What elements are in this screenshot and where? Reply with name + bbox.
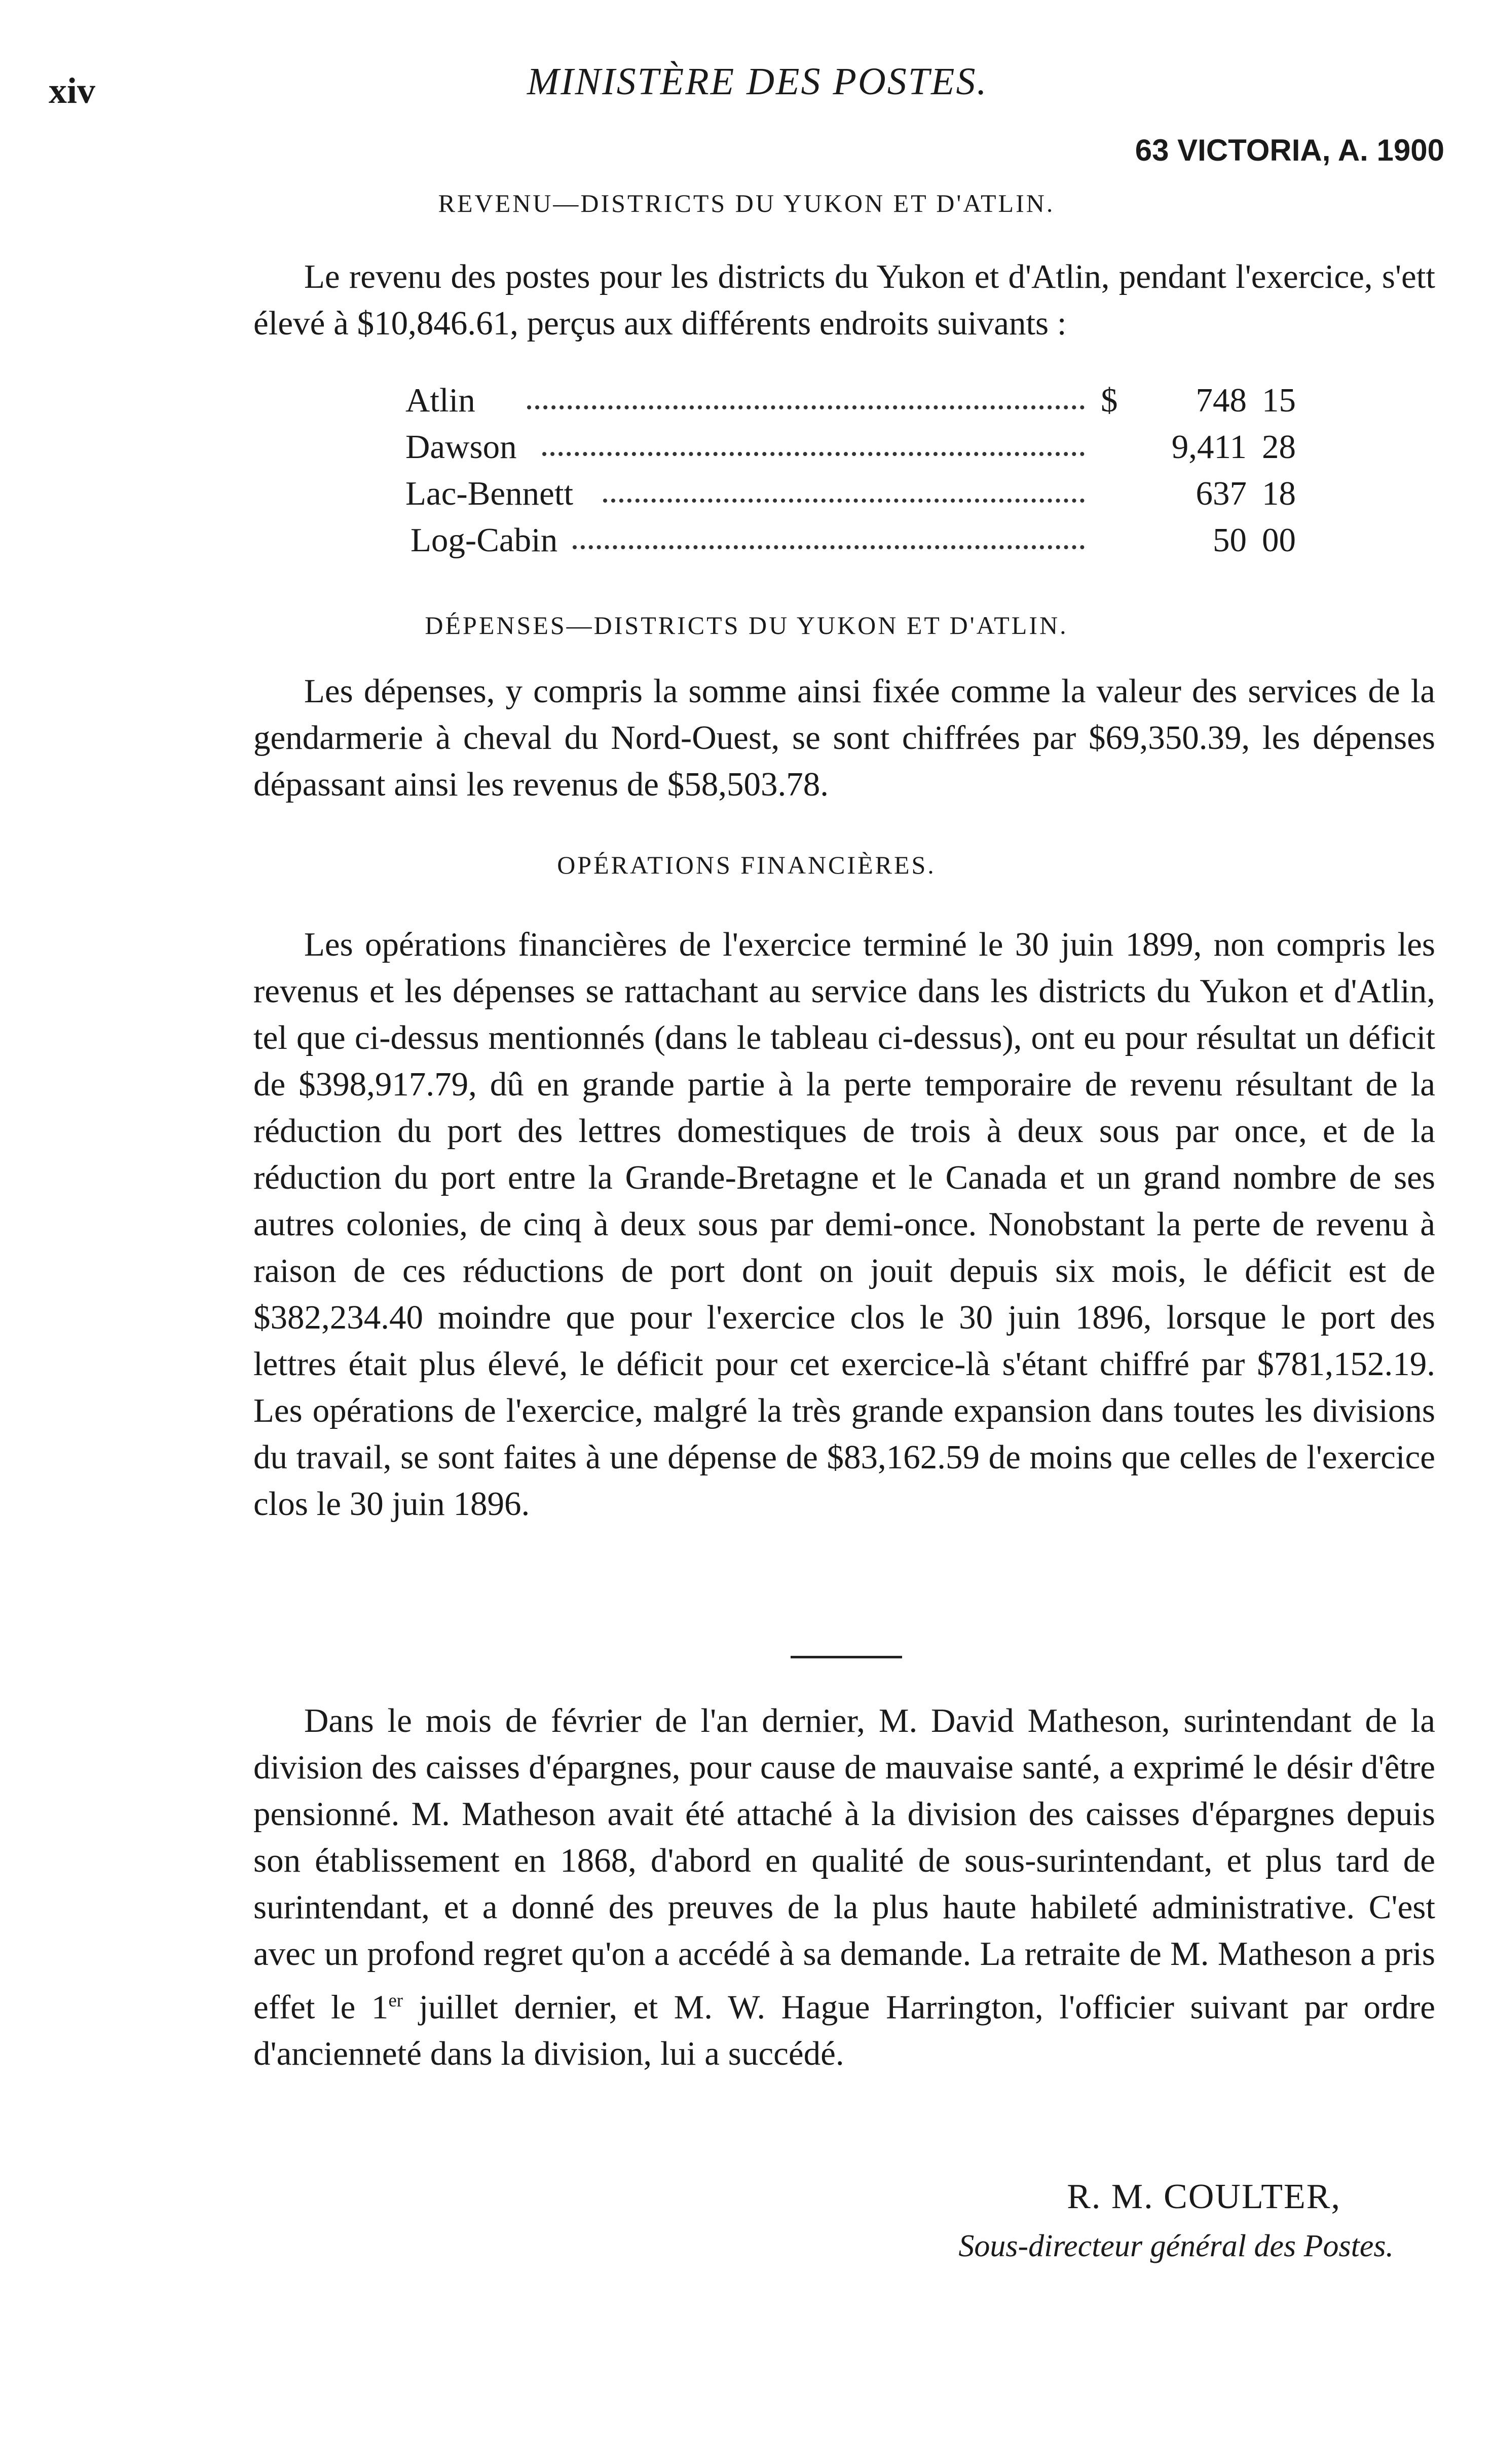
revenue-paragraph-text: Le revenu des postes pour les districts du Yukon et d'Atlin, pendant l'exercice, s'ett élevé à $10,846.61, perçus aux différents endroits suivants : bbox=[253, 258, 1435, 342]
section-divider bbox=[791, 1656, 902, 1658]
place-name: Lac-Bennett bbox=[405, 475, 574, 512]
retirement-paragraph-text: Dans le mois de février de l'an dernier, M. David Matheson, surintendant de la division des caisses d'épargnes, pour cause de mauvaise santé, a exprimé le désir d'être pensionné. M. Matheson avait été attaché à la division des caisses d'épargnes depuis son établissement en 1868, d'abord en qualité de sous-surintendant, et plus tard de surintendant, et a donné des preuves de la plus haute habileté administrative. C'est avec un profond regret qu'on a accédé à sa demande. La retraite de M. Matheson a pris effet le 1 bbox=[253, 1702, 1435, 2026]
session-label: 63 VICTORIA, A. 1900 bbox=[1135, 133, 1444, 167]
retirement-paragraph-text-end: juillet dernier, et M. W. Hague Harrington, l'officier suivant par ordre d'ancienneté dans la division, lui a succédé. bbox=[253, 1988, 1435, 2073]
page-number: xiv bbox=[49, 70, 96, 111]
dot-leader bbox=[527, 405, 1085, 409]
amount-cents: 00 bbox=[1262, 521, 1296, 559]
operations-heading: OPÉRATIONS FINANCIÈRES. bbox=[557, 851, 936, 879]
amount-cents: 28 bbox=[1262, 428, 1296, 466]
revenue-heading: REVENU—DISTRICTS DU YUKON ET D'ATLIN. bbox=[438, 189, 1055, 217]
revenue-row bbox=[405, 381, 1297, 428]
amount-dollars: 9,411 bbox=[1171, 428, 1247, 466]
place-name: Dawson bbox=[405, 428, 517, 466]
ordinal-superscript: er bbox=[388, 1990, 403, 2011]
revenue-row bbox=[405, 474, 1297, 521]
signature-title: Sous-directeur général des Postes. bbox=[958, 2229, 1394, 2263]
dot-leader bbox=[542, 452, 1085, 456]
dot-leader bbox=[603, 499, 1085, 503]
expenses-heading: DÉPENSES—DISTRICTS DU YUKON ET D'ATLIN. bbox=[425, 611, 1068, 639]
signature-name: R. M. COULTER, bbox=[1067, 2177, 1341, 2216]
amount-dollars: 50 bbox=[1213, 521, 1247, 559]
expenses-paragraph-text: Les dépenses, y compris la somme ainsi fixée comme la valeur des services de la gendarmerie à cheval du Nord-Ouest, se sont chiffrées par $69,350.39, les dépenses dépassant ainsi les revenus de $58,503.78. bbox=[253, 672, 1435, 803]
currency-symbol: $ bbox=[1101, 382, 1118, 419]
place-name: Atlin bbox=[405, 382, 475, 419]
retirement-paragraph bbox=[253, 1697, 1435, 2077]
revenue-row bbox=[405, 521, 1297, 567]
dot-leader bbox=[573, 545, 1085, 549]
revenue-row bbox=[405, 428, 1297, 474]
expenses-paragraph bbox=[253, 668, 1435, 808]
amount-cents: 18 bbox=[1262, 475, 1296, 512]
running-head: MINISTÈRE DES POSTES. bbox=[527, 60, 988, 103]
amount-cents: 15 bbox=[1262, 382, 1296, 419]
revenue-table bbox=[405, 381, 1297, 567]
place-name: Log-Cabin bbox=[410, 521, 558, 559]
operations-paragraph-text: Les opérations financières de l'exercice terminé le 30 juin 1899, non compris les revenus et les dépenses se rattachant au service dans les districts du Yukon et d'Atlin, tel que ci-dessus mentionnés (dans le tableau ci-dessus), ont eu pour résultat un déficit de $398,917.79, dû en grande partie à la perte temporaire de revenu résultant de la réduction du port des lettres domestiques de trois à deux sous par once, et de la réduction du port entre la Grande-Bretagne et le Canada et un grand nombre de ses autres colonies, de cinq à deux sous par demi-once. Nonobstant la perte de revenu à raison de ces réductions de port dont on jouit depuis six mois, le déficit est de $382,234.40 moindre que pour l'exercice clos le 30 juin 1896, lorsque le port des lettres était plus élevé, le déficit pour cet exercice-là s'étant chiffré par $781,152.19. Les opérations de l'exercice, malgré la très grande expansion dans toutes les divisions du travail, se sont faites à une dépense de $83,162.59 de moins que celles de l'exercice clos le 30 juin 1896. bbox=[253, 926, 1435, 1523]
operations-paragraph bbox=[253, 921, 1435, 1527]
revenue-paragraph bbox=[253, 253, 1435, 347]
amount-dollars: 748 bbox=[1196, 382, 1247, 419]
amount-dollars: 637 bbox=[1196, 475, 1247, 512]
